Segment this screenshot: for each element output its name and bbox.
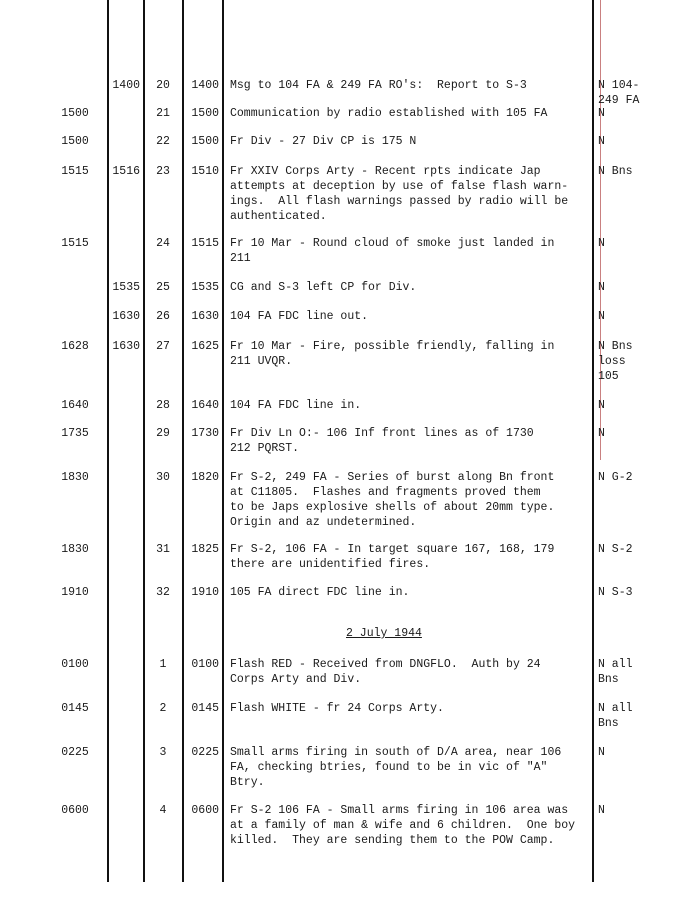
action-line: N — [598, 399, 605, 412]
serial-cell: 4 — [159, 804, 167, 817]
message-line: 211 — [230, 252, 251, 265]
action-line: 249 FA — [598, 94, 640, 107]
message-line: killed. They are sending them to the POW Camp. — [230, 834, 555, 847]
time-in-cell: 1830 — [61, 471, 89, 484]
serial-cell: 23 — [156, 165, 170, 178]
message-line: there are unidentified fires. — [230, 558, 431, 571]
time-in-cell: 1515 — [61, 237, 89, 250]
message-line: 104 FA FDC line in. — [230, 399, 362, 412]
time-cell: 1910 — [191, 586, 219, 599]
time-cell: 1630 — [191, 310, 219, 323]
serial-cell: 25 — [156, 281, 170, 294]
action-line: N — [598, 135, 605, 148]
time-cell: 1825 — [191, 543, 219, 556]
serial-cell: 20 — [156, 79, 170, 92]
message-line: 104 FA FDC line out. — [230, 310, 369, 323]
action-line: N — [598, 310, 605, 323]
time-in-cell: 1735 — [61, 427, 89, 440]
message-line: to be Japs explosive shells of about 20mm type. — [230, 501, 555, 514]
message-line: Fr 10 Mar - Round cloud of smoke just landed in — [230, 237, 555, 250]
time-out-cell: 1535 — [112, 281, 140, 294]
message-line: attempts at deception by use of false flash warn- — [230, 180, 569, 193]
column-rule — [143, 0, 145, 882]
action-line: N 104- — [598, 79, 640, 92]
message-line: ings. All flash warnings passed by radio will be — [230, 195, 569, 208]
time-in-cell: 0100 — [61, 658, 89, 671]
time-cell: 1510 — [191, 165, 219, 178]
message-line: Fr XXIV Corps Arty - Recent rpts indicate Jap — [230, 165, 541, 178]
time-cell: 0600 — [191, 804, 219, 817]
message-line: Fr S-2, 249 FA - Series of burst along Bn front — [230, 471, 555, 484]
serial-cell: 27 — [156, 340, 170, 353]
time-cell: 0100 — [191, 658, 219, 671]
message-line: Fr S-2, 106 FA - In target square 167, 168, 179 — [230, 543, 555, 556]
time-out-cell: 1630 — [112, 310, 140, 323]
action-line: N S-2 — [598, 543, 633, 556]
time-cell: 1400 — [191, 79, 219, 92]
time-in-cell: 0600 — [61, 804, 89, 817]
time-cell: 1730 — [191, 427, 219, 440]
date-heading: 2 July 1944 — [346, 627, 422, 640]
message-line: Fr 10 Mar - Fire, possible friendly, falling in — [230, 340, 555, 353]
action-line: Bns — [598, 717, 619, 730]
action-line: N — [598, 427, 605, 440]
time-cell: 1625 — [191, 340, 219, 353]
message-line: at C11805. Flashes and fragments proved them — [230, 486, 541, 499]
action-line: loss — [598, 355, 626, 368]
column-rule — [592, 0, 594, 882]
time-in-cell: 1515 — [61, 165, 89, 178]
serial-cell: 21 — [156, 107, 170, 120]
message-line: 212 PQRST. — [230, 442, 300, 455]
time-in-cell: 0145 — [61, 702, 89, 715]
action-line: N all — [598, 658, 633, 671]
time-out-cell: 1630 — [112, 340, 140, 353]
message-line: at a family of man & wife and 6 children. One boy — [230, 819, 576, 832]
serial-cell: 3 — [159, 746, 167, 759]
serial-cell: 2 — [159, 702, 167, 715]
action-line: Bns — [598, 673, 619, 686]
margin-rule — [600, 0, 601, 460]
message-line: Flash WHITE - fr 24 Corps Arty. — [230, 702, 444, 715]
message-line: 105 FA direct FDC line in. — [230, 586, 410, 599]
time-cell: 1820 — [191, 471, 219, 484]
column-rule — [107, 0, 109, 882]
serial-cell: 31 — [156, 543, 170, 556]
action-line: N — [598, 107, 605, 120]
serial-cell: 22 — [156, 135, 170, 148]
serial-cell: 32 — [156, 586, 170, 599]
message-line: Fr Div Ln O:- 106 Inf front lines as of 1730 — [230, 427, 534, 440]
message-line: Flash RED - Received from DNGFLO. Auth by 24 — [230, 658, 541, 671]
action-line: N — [598, 237, 605, 250]
time-in-cell: 1910 — [61, 586, 89, 599]
time-cell: 0145 — [191, 702, 219, 715]
message-line: Fr Div - 27 Div CP is 175 N — [230, 135, 417, 148]
time-in-cell: 1628 — [61, 340, 89, 353]
time-cell: 0225 — [191, 746, 219, 759]
message-line: Small arms firing in south of D/A area, near 106 — [230, 746, 562, 759]
column-rule — [222, 0, 224, 882]
action-line: N Bns — [598, 340, 633, 353]
message-line: CG and S-3 left CP for Div. — [230, 281, 417, 294]
message-line: 211 UVQR. — [230, 355, 293, 368]
message-line: Origin and az undetermined. — [230, 516, 417, 529]
time-in-cell: 0225 — [61, 746, 89, 759]
action-line: N — [598, 746, 605, 759]
action-line: N Bns — [598, 165, 633, 178]
time-cell: 1515 — [191, 237, 219, 250]
time-in-cell: 1500 — [61, 135, 89, 148]
serial-cell: 30 — [156, 471, 170, 484]
time-cell: 1640 — [191, 399, 219, 412]
time-out-cell: 1516 — [112, 165, 140, 178]
time-cell: 1500 — [191, 135, 219, 148]
serial-cell: 29 — [156, 427, 170, 440]
time-in-cell: 1500 — [61, 107, 89, 120]
action-line: 105 — [598, 370, 619, 383]
message-line: Msg to 104 FA & 249 FA RO's: Report to S-3 — [230, 79, 527, 92]
action-line: N all — [598, 702, 633, 715]
message-line: Btry. — [230, 776, 265, 789]
message-line: authenticated. — [230, 210, 327, 223]
serial-cell: 1 — [159, 658, 167, 671]
message-line: Corps Arty and Div. — [230, 673, 362, 686]
serial-cell: 24 — [156, 237, 170, 250]
action-line: N — [598, 804, 605, 817]
serial-cell: 26 — [156, 310, 170, 323]
action-line: N S-3 — [598, 586, 633, 599]
action-line: N — [598, 281, 605, 294]
time-out-cell: 1400 — [112, 79, 140, 92]
message-line: FA, checking btries, found to be in vic of "A" — [230, 761, 548, 774]
time-in-cell: 1830 — [61, 543, 89, 556]
time-cell: 1500 — [191, 107, 219, 120]
action-line: N G-2 — [598, 471, 633, 484]
message-line: Fr S-2 106 FA - Small arms firing in 106 area was — [230, 804, 569, 817]
serial-cell: 28 — [156, 399, 170, 412]
time-in-cell: 1640 — [61, 399, 89, 412]
message-line: Communication by radio established with 105 FA — [230, 107, 548, 120]
time-cell: 1535 — [191, 281, 219, 294]
